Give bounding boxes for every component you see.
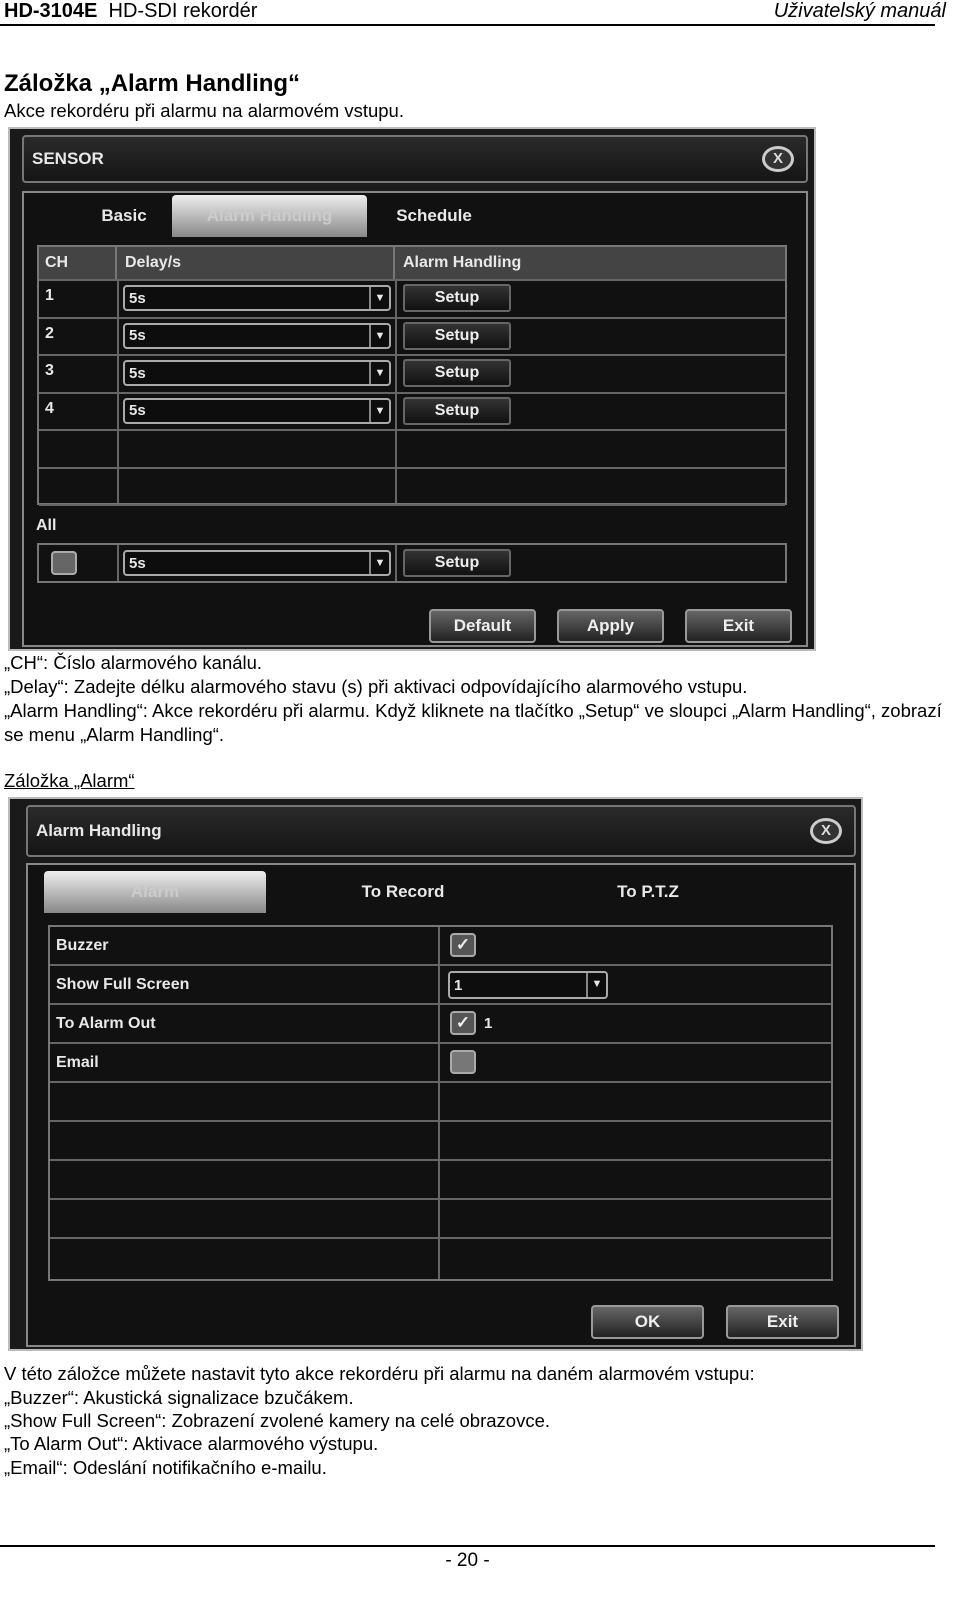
table-row-empty (39, 431, 785, 469)
alarm-panel (26, 863, 856, 1347)
default-button[interactable]: Default (429, 609, 536, 643)
section-title: Záložka „Alarm Handling“ (4, 70, 301, 97)
table-row (50, 1161, 831, 1200)
option-label: To Alarm Out (56, 1014, 156, 1032)
alarm-options-table (48, 925, 833, 1281)
sensor-panel (22, 191, 808, 647)
alarm-out-number: 1 (484, 1015, 493, 1032)
alarm-dialog-screenshot (8, 797, 863, 1351)
channel-number: 3 (45, 362, 54, 379)
channel-table (37, 245, 787, 505)
table-header (39, 247, 785, 281)
chevron-down-icon: ▼ (369, 287, 389, 309)
tab-alarm[interactable]: Alarm (44, 871, 266, 913)
chevron-down-icon: ▼ (586, 973, 606, 997)
table-row (39, 356, 785, 394)
desc-ch: „CH“: Číslo alarmového kanálu. (4, 652, 263, 673)
model: HD-3104E (4, 0, 98, 22)
option-label: Email (56, 1053, 99, 1071)
select-value: 5s (129, 289, 146, 307)
all-setup-button[interactable]: Setup (403, 549, 511, 577)
table-row (50, 1083, 831, 1122)
sensor-dialog-screenshot (8, 127, 816, 651)
select-value: 5s (129, 554, 146, 572)
delay-select[interactable] (123, 285, 391, 311)
option-checkbox[interactable]: ✓ (450, 1011, 476, 1035)
tab-schedule[interactable]: Schedule (396, 206, 472, 225)
table-row (50, 966, 831, 1005)
chevron-down-icon: ▼ (369, 400, 389, 422)
header-manual: Uživatelský manuál (773, 0, 946, 22)
apply-button[interactable]: Apply (557, 609, 664, 643)
chevron-down-icon: ▼ (369, 362, 389, 384)
dialog-title: Alarm Handling (36, 821, 162, 840)
full-screen-select[interactable] (448, 971, 608, 999)
select-value: 1 (454, 976, 463, 994)
setup-button[interactable]: Setup (403, 397, 511, 425)
table-row (39, 394, 785, 432)
channel-number: 4 (45, 399, 54, 417)
option-label: Show Full Screen (56, 975, 190, 993)
option-checkbox[interactable]: ✓ (450, 933, 476, 957)
exit-button[interactable]: Exit (685, 609, 792, 643)
ok-button[interactable]: OK (591, 1305, 704, 1339)
table-row (50, 1239, 831, 1278)
footer-divider (0, 1545, 935, 1547)
all-checkbox[interactable] (51, 551, 77, 575)
tab-to-record[interactable]: To Record (361, 882, 445, 901)
page-number: - 20 - (445, 1550, 490, 1571)
channel-number: 1 (45, 287, 54, 304)
table-row-empty (39, 469, 785, 507)
table-row (50, 1044, 831, 1083)
sensor-title-bar (22, 135, 808, 183)
all-delay-select[interactable] (123, 550, 391, 576)
tab-alarm-handling[interactable]: Alarm Handling (172, 195, 367, 237)
close-icon[interactable]: X (762, 146, 794, 172)
table-row (50, 1200, 831, 1239)
delay-select[interactable] (123, 398, 391, 424)
product: HD-SDI rekordér (108, 0, 258, 22)
desc-show-full-screen: „Show Full Screen“: Zobrazení zvolené kamery na celé obrazovce. (4, 1410, 551, 1431)
all-row (37, 543, 787, 583)
setup-button[interactable]: Setup (403, 284, 511, 312)
option-label: Buzzer (56, 936, 109, 954)
tab-basic[interactable]: Basic (101, 206, 147, 225)
alarm-title-bar (26, 805, 856, 857)
chevron-down-icon: ▼ (369, 552, 389, 574)
select-value: 5s (129, 327, 146, 344)
desc-alarm-handling: „Alarm Handling“: Akce rekordéru při alarmu. Když kliknete na tlačítko „Setup“ ve sloupci „Alarm Handling“, zobrazí se menu „Alarm Handling“. (4, 700, 942, 745)
delay-select[interactable] (123, 323, 391, 349)
header-title (4, 0, 257, 23)
desc-buzzer: „Buzzer“: Akustická signalizace bzučákem. (4, 1387, 354, 1408)
option-checkbox[interactable] (450, 1050, 476, 1074)
channel-number: 2 (45, 324, 54, 342)
header-divider (0, 24, 935, 26)
setup-button[interactable]: Setup (403, 359, 511, 387)
table-row (39, 281, 785, 319)
delay-select[interactable] (123, 360, 391, 386)
close-icon[interactable]: X (810, 818, 842, 844)
select-value: 5s (129, 402, 146, 419)
section2-title: Záložka „Alarm“ (4, 770, 135, 791)
setup-button[interactable]: Setup (403, 322, 511, 350)
chevron-down-icon: ▼ (369, 325, 389, 347)
desc-to-alarm-out: „To Alarm Out“: Aktivace alarmového výstupu. (4, 1433, 379, 1454)
col-delay: Delay/s (119, 247, 395, 279)
section-intro: Akce rekordéru při alarmu na alarmovém vstupu. (4, 100, 404, 121)
select-value: 5s (129, 364, 146, 382)
table-row (50, 1005, 831, 1044)
table-row (50, 927, 831, 966)
desc2-intro: V této záložce můžete nastavit tyto akce rekordéru při alarmu na daném alarmovém vstupu: (4, 1363, 755, 1384)
all-label: All (36, 517, 57, 534)
col-ch: CH (39, 247, 117, 279)
table-row (39, 319, 785, 357)
exit-button[interactable]: Exit (726, 1305, 839, 1339)
dialog-title: SENSOR (32, 149, 104, 168)
desc-delay: „Delay“: Zadejte délku alarmového stavu (s) při aktivaci odpovídajícího alarmového vstupu. (4, 676, 748, 697)
col-alarm-handling: Alarm Handling (403, 254, 522, 271)
tab-to-ptz[interactable]: To P.T.Z (617, 882, 679, 901)
desc-email: „Email“: Odeslání notifikačního e-mailu. (4, 1457, 327, 1478)
table-row (50, 1122, 831, 1161)
